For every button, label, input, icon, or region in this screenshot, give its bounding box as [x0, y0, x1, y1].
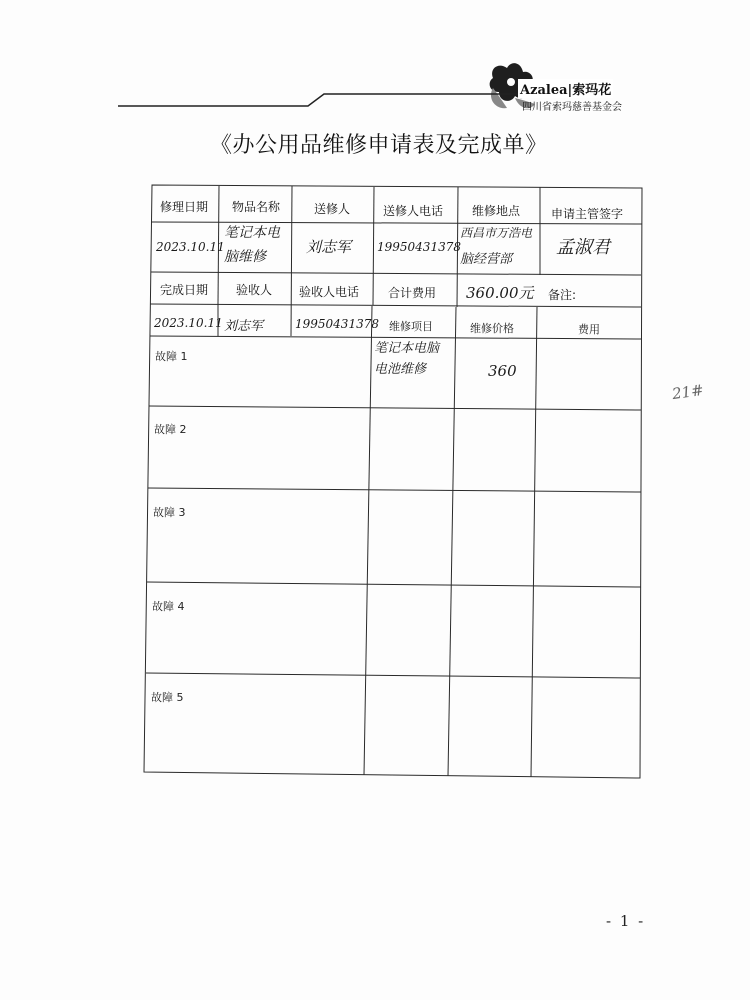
header-repair-price: 维修价格 — [470, 322, 514, 335]
fault-4-label: 故障 4 — [152, 600, 185, 613]
page-number: - 1 - — [606, 912, 646, 930]
remark-label: 备注: — [548, 288, 577, 302]
item-name-line1: 笔记本电 — [224, 225, 280, 241]
header-repair-date: 修理日期 — [160, 200, 209, 214]
fault-3-label: 故障 3 — [153, 506, 186, 519]
header-inspector: 验收人 — [236, 283, 273, 297]
header-inspector-phone: 验收人电话 — [299, 285, 360, 299]
location-line1: 西昌市万浩电 — [460, 226, 533, 240]
location-line2: 脑经营部 — [460, 252, 513, 267]
fault-1-item-line1: 笔记本电脑 — [374, 341, 440, 356]
fault-1-price: 360 — [488, 362, 517, 380]
header-sender: 送修人 — [314, 202, 351, 216]
fault-2-label: 故障 2 — [154, 423, 187, 436]
header-fee: 费用 — [578, 323, 600, 336]
sender-phone-value: 19950431378 — [377, 240, 461, 254]
repair-date-value: 2023.10.11 — [156, 240, 225, 254]
fault-1-item-line2: 电池维修 — [374, 362, 427, 377]
header-repair-item: 维修项目 — [389, 320, 433, 333]
supervisor-signature-value: 孟淑君 — [556, 237, 610, 258]
header-supervisor-signature: 申请主管签字 — [551, 207, 624, 221]
header-sender-phone: 送修人电话 — [383, 204, 444, 218]
header-location: 维修地点 — [472, 204, 521, 218]
sender-value: 刘志军 — [306, 238, 352, 256]
header-completion-date: 完成日期 — [160, 283, 209, 297]
inspector-phone-value: 19950431378 — [295, 317, 379, 331]
total-cost-value: 360.00元 — [466, 284, 534, 302]
inspector-value: 刘志军 — [224, 319, 264, 334]
header-total-cost: 合计费用 — [388, 286, 437, 300]
fault-5-label: 故障 5 — [151, 691, 184, 704]
logo-brand-text: Azalea|索玛花 — [518, 79, 613, 98]
completion-date-value: 2023.10.11 — [154, 316, 223, 330]
document-title: 《办公用品维修申请表及完成单》 — [210, 133, 548, 158]
fault-1-label: 故障 1 — [155, 350, 188, 363]
item-name-line2: 脑维修 — [224, 249, 266, 265]
header-item-name: 物品名称 — [232, 200, 281, 214]
logo-org-name: 四川省索玛慈善基金会 — [522, 102, 622, 113]
margin-handwritten-note: 21# — [670, 380, 705, 404]
